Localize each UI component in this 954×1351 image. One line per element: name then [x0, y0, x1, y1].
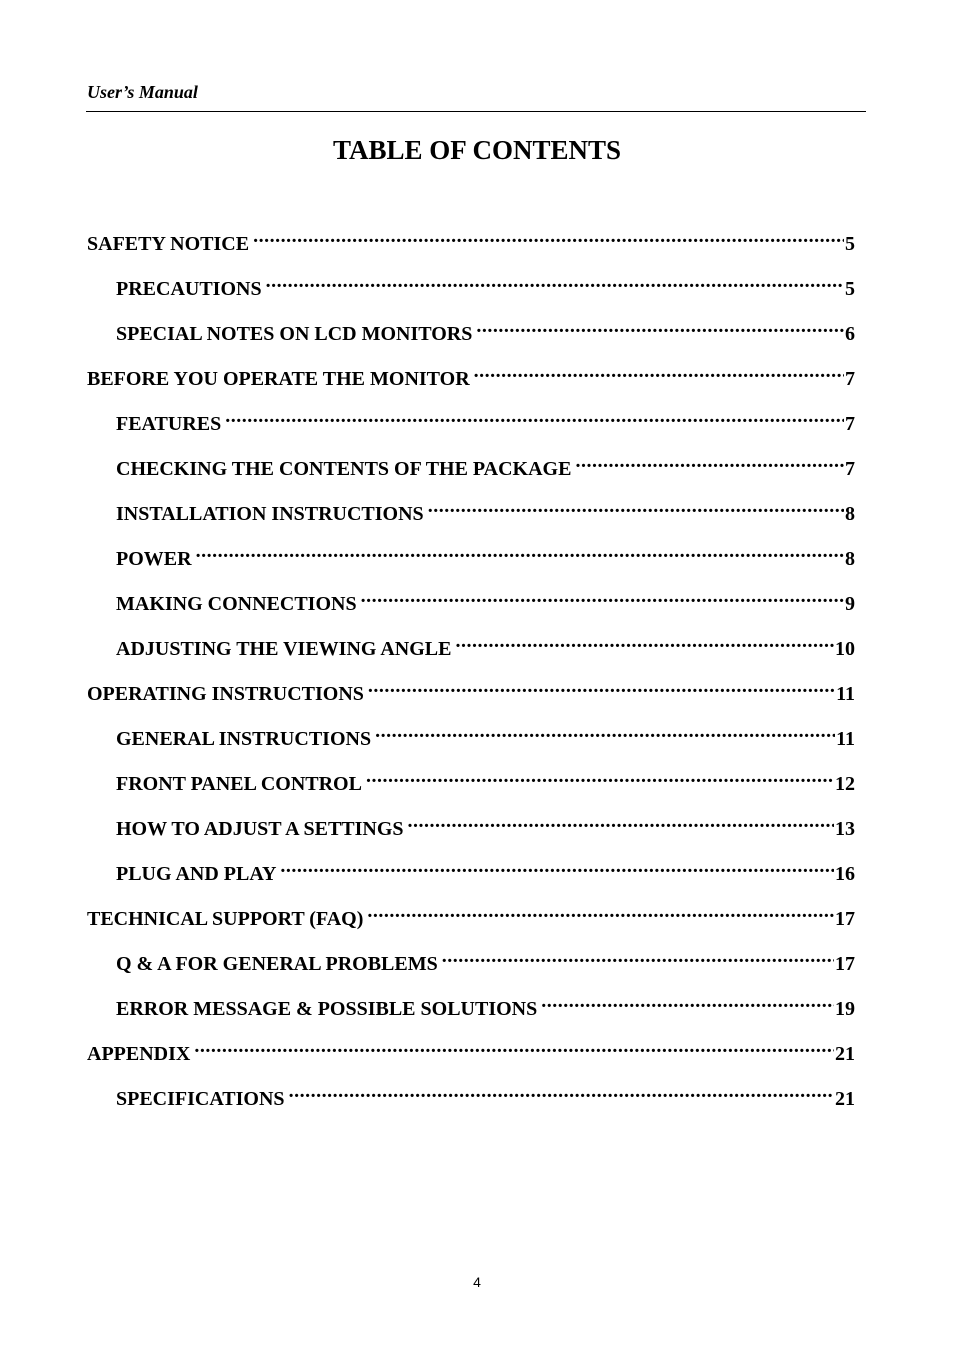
toc-entry-label: SAFETY NOTICE: [87, 233, 250, 255]
toc-dot-leader: [280, 852, 834, 880]
toc-entry[interactable]: [116, 852, 855, 885]
toc-entry-label: SPECIAL NOTES ON LCD MONITORS: [116, 323, 473, 345]
toc-dot-leader: [375, 717, 835, 745]
toc-entry-page: 7: [845, 413, 855, 435]
running-header: User’s Manual: [87, 82, 198, 102]
toc-entry-page: 13: [835, 818, 855, 840]
toc-entry[interactable]: [116, 312, 855, 345]
toc-dot-leader: [266, 267, 844, 295]
toc-entry[interactable]: [87, 222, 855, 255]
toc-entry-page: 21: [835, 1088, 855, 1110]
toc-entry[interactable]: [116, 717, 855, 750]
toc-entry-label: FEATURES: [116, 413, 222, 435]
toc-entry-page: 6: [845, 323, 855, 345]
toc-entry-label: OPERATING INSTRUCTIONS: [87, 683, 364, 705]
toc-dot-leader: [196, 537, 844, 565]
toc-entry[interactable]: [116, 447, 855, 480]
toc-entry-label: ERROR MESSAGE & POSSIBLE SOLUTIONS: [116, 998, 538, 1020]
toc-entry-label: GENERAL INSTRUCTIONS: [116, 728, 372, 750]
toc-entry-label: MAKING CONNECTIONS: [116, 593, 357, 615]
toc-entry-label: CHECKING THE CONTENTS OF THE PACKAGE: [116, 458, 572, 480]
toc-dot-leader: [455, 627, 834, 655]
toc-entry[interactable]: [116, 267, 855, 300]
toc-entry-label: PRECAUTIONS: [116, 278, 262, 300]
toc-dot-leader: [361, 582, 844, 610]
toc-entry-page: 21: [835, 1043, 855, 1065]
header-divider: [86, 111, 866, 112]
toc-entry-label: APPENDIX: [87, 1043, 191, 1065]
toc-dot-leader: [408, 807, 834, 835]
toc-entry[interactable]: [116, 762, 855, 795]
toc-entry-label: POWER: [116, 548, 192, 570]
toc-entry-label: FRONT PANEL CONTROL: [116, 773, 362, 795]
toc-entry-label: BEFORE YOU OPERATE THE MONITOR: [87, 368, 470, 390]
toc-entry-page: 17: [835, 908, 855, 930]
toc-dot-leader: [476, 312, 844, 340]
toc-entry-page: 9: [845, 593, 855, 615]
toc-entry-page: 12: [835, 773, 855, 795]
toc-entry[interactable]: [116, 537, 855, 570]
toc-entry-page: 8: [845, 548, 855, 570]
toc-entry[interactable]: [87, 897, 855, 930]
toc-entry-page: 7: [845, 458, 855, 480]
toc-entry-label: Q & A FOR GENERAL PROBLEMS: [116, 953, 438, 975]
toc-entry[interactable]: [116, 492, 855, 525]
toc-entry[interactable]: [116, 807, 855, 840]
toc-entry[interactable]: [116, 627, 855, 660]
page-title: TABLE OF CONTENTS: [332, 135, 622, 165]
toc-entry-page: 8: [845, 503, 855, 525]
toc-entry[interactable]: [116, 582, 855, 615]
toc-entry[interactable]: [87, 1032, 855, 1065]
toc-entry-label: SPECIFICATIONS: [116, 1088, 285, 1110]
toc-entry-label: HOW TO ADJUST A SETTINGS: [116, 818, 404, 840]
toc-entry-page: 11: [836, 683, 855, 705]
toc-dot-leader: [442, 942, 834, 970]
toc-entry-page: 7: [845, 368, 855, 390]
toc-entry-page: 10: [835, 638, 855, 660]
toc-entry-label: PLUG AND PLAY: [116, 863, 277, 885]
toc-entry-page: 5: [845, 233, 855, 255]
toc-entry-page: 19: [835, 998, 855, 1020]
toc-entry-page: 17: [835, 953, 855, 975]
page-number: 4: [473, 1274, 481, 1290]
toc-entry-label: TECHNICAL SUPPORT (FAQ): [87, 908, 364, 930]
toc-entry-label: INSTALLATION INSTRUCTIONS: [116, 503, 424, 525]
toc-entry[interactable]: [116, 402, 855, 435]
toc-dot-leader: [366, 762, 834, 790]
toc-entry[interactable]: [116, 987, 855, 1020]
toc-dot-leader: [194, 1032, 834, 1060]
toc-entry[interactable]: [87, 672, 855, 705]
toc-entry-page: 5: [845, 278, 855, 300]
toc-entry[interactable]: [116, 942, 855, 975]
toc-dot-leader: [368, 672, 835, 700]
toc-dot-leader: [253, 222, 844, 250]
toc-dot-leader: [428, 492, 844, 520]
toc-entry[interactable]: [116, 1077, 855, 1110]
toc-entry-page: 16: [835, 863, 855, 885]
toc-dot-leader: [474, 357, 844, 385]
toc-entry[interactable]: [87, 357, 855, 390]
toc-dot-leader: [367, 897, 834, 925]
toc-dot-leader: [225, 402, 844, 430]
toc-entry-label: ADJUSTING THE VIEWING ANGLE: [116, 638, 452, 660]
toc-dot-leader: [541, 987, 834, 1015]
toc-entry-page: 11: [836, 728, 855, 750]
toc-dot-leader: [575, 447, 844, 475]
toc-dot-leader: [289, 1077, 834, 1105]
